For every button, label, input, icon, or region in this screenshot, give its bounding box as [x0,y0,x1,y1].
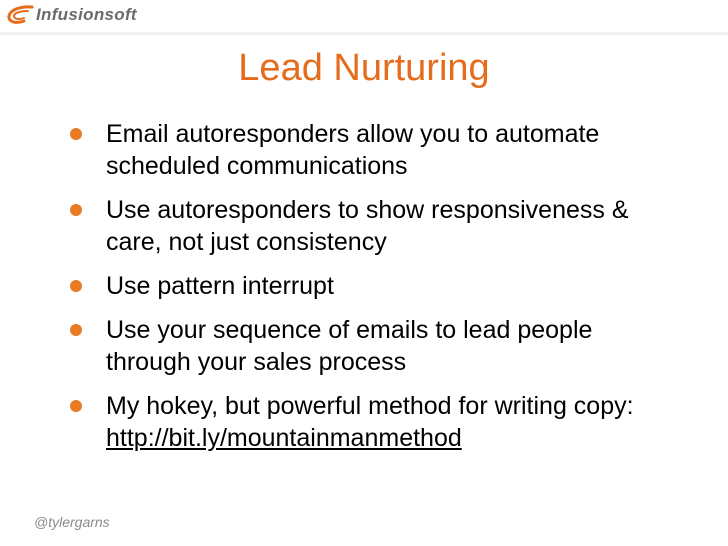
bullet-text: Use autoresponders to show responsiveness & care, not just consistency [106,196,629,256]
bullet-item [66,270,666,302]
slide-title: Lead Nurturing [238,47,490,89]
bullet-item [66,314,666,378]
infusionsoft-logo [6,4,137,26]
bullet-list [66,118,666,466]
bullet-item [66,390,666,454]
header-divider [0,32,728,35]
logo-text: Infusionsoft [36,5,137,24]
bullet-dot-icon [70,400,82,412]
mountainman-method-link[interactable]: http://bit.ly/mountainmanmethod [106,424,462,452]
bullet-dot-icon [70,128,82,140]
bullet-text: Use your sequence of emails to lead people through your sales process [106,316,593,376]
bullet-text: My hokey, but powerful method for writing copy: [106,392,634,420]
twitter-handle: @tylergarns [34,514,110,530]
bullet-item [66,118,666,182]
bullet-text: Use pattern interrupt [106,272,334,300]
swoosh-icon [6,4,34,26]
bullet-dot-icon [70,204,82,216]
bullet-dot-icon [70,324,82,336]
bullet-text: Email autoresponders allow you to automate scheduled communications [106,120,600,180]
bullet-item [66,194,666,258]
bullet-dot-icon [70,280,82,292]
